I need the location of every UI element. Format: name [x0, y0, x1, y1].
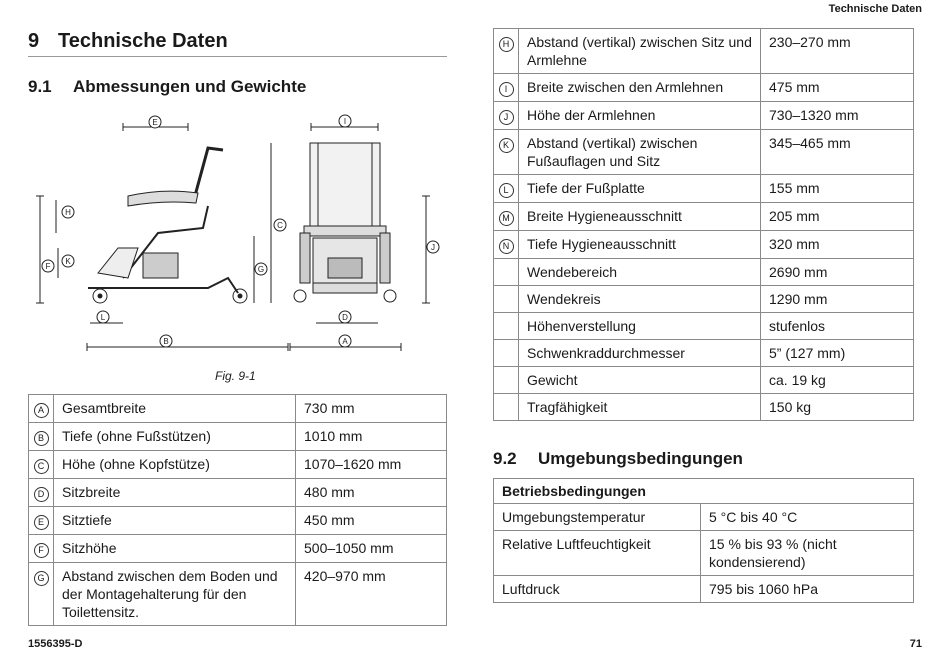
table-row: [29, 535, 447, 563]
dimension-value: 1070–1620 mm: [296, 451, 447, 479]
table-row: [494, 74, 914, 102]
chapter-heading: [28, 30, 447, 57]
table-row: [494, 576, 914, 603]
dimension-label: Tiefe Hygieneausschnitt: [519, 231, 761, 259]
dimension-value: 730–1320 mm: [761, 102, 914, 130]
dimension-value: 5” (127 mm): [761, 340, 914, 367]
section-heading-dimensions: [28, 77, 306, 97]
table-row: [494, 175, 914, 203]
callout-C: [274, 219, 286, 231]
section-number: 9.1: [28, 77, 52, 96]
svg-text:K: K: [65, 257, 71, 266]
table-row: [494, 531, 914, 576]
dimension-letter-badge: K: [499, 138, 514, 153]
table-row: [494, 203, 914, 231]
row-letter-cell: [494, 29, 519, 74]
callout-B: [160, 335, 172, 347]
dimension-label: Breite Hygieneausschnitt: [519, 203, 761, 231]
condition-value: 5 °C bis 40 °C: [701, 504, 914, 531]
callout-G: [255, 263, 267, 275]
row-letter-cell: [494, 231, 519, 259]
dimension-value: 2690 mm: [761, 259, 914, 286]
dimension-letter-badge: D: [34, 487, 49, 502]
dimension-letter-badge: H: [499, 37, 514, 52]
dimension-value: 1010 mm: [296, 423, 447, 451]
row-letter-cell: [29, 479, 54, 507]
section-number: 9.2: [493, 449, 517, 468]
dimension-value: 230–270 mm: [761, 29, 914, 74]
condition-value: 795 bis 1060 hPa: [701, 576, 914, 603]
row-letter-cell: [494, 175, 519, 203]
dimension-label: Gewicht: [519, 367, 761, 394]
dimension-value: 155 mm: [761, 175, 914, 203]
dimension-value: 320 mm: [761, 231, 914, 259]
dimension-value: 420–970 mm: [296, 563, 447, 626]
callout-F: [42, 260, 54, 272]
dimensions-table-left: [28, 394, 447, 626]
dimension-letter-badge: L: [499, 183, 514, 198]
dimension-letter-badge: B: [34, 431, 49, 446]
dimension-value: 205 mm: [761, 203, 914, 231]
dimension-value: 450 mm: [296, 507, 447, 535]
condition-label: Umgebungstemperatur: [494, 504, 701, 531]
table-row: [29, 507, 447, 535]
svg-text:C: C: [277, 221, 283, 230]
dimension-label: Schwenkraddurchmesser: [519, 340, 761, 367]
table-row: [29, 423, 447, 451]
row-letter-cell: [494, 313, 519, 340]
condition-label: Relative Luftfeuchtigkeit: [494, 531, 701, 576]
dimension-value: 345–465 mm: [761, 130, 914, 175]
dimension-value: 730 mm: [296, 395, 447, 423]
callout-D: [339, 311, 351, 323]
row-letter-cell: [494, 102, 519, 130]
dimension-letter-badge: J: [499, 110, 514, 125]
dimension-label: Breite zwischen den Armlehnen: [519, 74, 761, 102]
row-letter-cell: [29, 451, 54, 479]
dimension-label: Abstand (vertikal) zwischen Fußauflagen und Sitz: [519, 130, 761, 175]
row-letter-cell: [494, 74, 519, 102]
table-row: [29, 563, 447, 626]
dimension-label: Gesamtbreite: [54, 395, 296, 423]
table-row: [494, 130, 914, 175]
dimension-value: 1290 mm: [761, 286, 914, 313]
document-number: 1556395-D: [28, 638, 83, 650]
dimension-letter-badge: C: [34, 459, 49, 474]
callout-L: [97, 311, 109, 323]
svg-text:B: B: [163, 337, 169, 346]
row-letter-cell: [494, 259, 519, 286]
callout-E: [149, 116, 161, 128]
dimension-letter-badge: A: [34, 403, 49, 418]
row-letter-cell: [494, 367, 519, 394]
svg-text:L: L: [100, 313, 106, 322]
dimension-label: Höhe der Armlehnen: [519, 102, 761, 130]
table-row: [494, 394, 914, 421]
svg-text:G: G: [257, 265, 265, 274]
svg-text:I: I: [343, 117, 347, 126]
page-number: 71: [909, 638, 922, 650]
dimension-letter-badge: E: [34, 515, 49, 530]
dimension-value: 500–1050 mm: [296, 535, 447, 563]
dimension-label: Abstand (vertikal) zwischen Sitz und Armlehne: [519, 29, 761, 74]
table-row: [494, 102, 914, 130]
running-header: Technische Daten: [828, 3, 922, 15]
svg-text:E: E: [152, 118, 158, 127]
dimension-label: Höhenverstellung: [519, 313, 761, 340]
dimension-value: stufenlos: [761, 313, 914, 340]
svg-text:H: H: [65, 208, 71, 217]
row-letter-cell: [29, 423, 54, 451]
chapter-number: 9: [28, 30, 40, 52]
dimension-letter-badge: I: [499, 82, 514, 97]
dimension-label: Sitzhöhe: [54, 535, 296, 563]
svg-text:J: J: [431, 243, 435, 252]
figure-caption: Fig. 9-1: [215, 369, 256, 383]
table-row: [29, 479, 447, 507]
dimension-drawing: [28, 108, 447, 363]
svg-text:F: F: [45, 262, 51, 271]
dimension-value: 480 mm: [296, 479, 447, 507]
dimension-letter-badge: G: [34, 571, 49, 586]
environment-table: [493, 478, 914, 603]
condition-value: 15 % bis 93 % (nicht kondensierend): [701, 531, 914, 576]
section-title: Umgebungsbedingungen: [538, 449, 743, 468]
dimension-label: Sitztiefe: [54, 507, 296, 535]
table-row: [29, 451, 447, 479]
row-letter-cell: [494, 203, 519, 231]
table-row: [494, 504, 914, 531]
dimension-label: Abstand zwischen dem Boden und der Montagehalterung für den Toilettensitz.: [54, 563, 296, 626]
dimension-label: Wendebereich: [519, 259, 761, 286]
dimension-label: Sitzbreite: [54, 479, 296, 507]
row-letter-cell: [494, 394, 519, 421]
table-row: [494, 231, 914, 259]
dimension-label: Tiefe (ohne Fußstützen): [54, 423, 296, 451]
callout-J: [427, 241, 439, 253]
svg-text:D: D: [342, 313, 348, 322]
dimension-letter-badge: N: [499, 239, 514, 254]
condition-label: Luftdruck: [494, 576, 701, 603]
row-letter-cell: [494, 340, 519, 367]
dimension-label: Wendekreis: [519, 286, 761, 313]
row-letter-cell: [494, 130, 519, 175]
section-title: Abmessungen und Gewichte: [73, 77, 307, 96]
callout-A: [339, 335, 351, 347]
dimension-label: Höhe (ohne Kopfstütze): [54, 451, 296, 479]
table-row: [494, 259, 914, 286]
dimension-label: Tragfähigkeit: [519, 394, 761, 421]
table-row: [494, 313, 914, 340]
chapter-title: Technische Daten: [58, 30, 228, 52]
row-letter-cell: [29, 535, 54, 563]
table-row: [494, 340, 914, 367]
row-letter-cell: [29, 395, 54, 423]
section-heading-environment: [493, 449, 743, 469]
dimension-letter-badge: M: [499, 211, 514, 226]
table-row: [29, 395, 447, 423]
table-row: [494, 286, 914, 313]
dimensions-table-right: [493, 28, 914, 421]
table-row: [494, 29, 914, 74]
table-row: [494, 367, 914, 394]
svg-text:A: A: [342, 337, 348, 346]
row-letter-cell: [29, 563, 54, 626]
environment-table-header: Betriebsbedingungen: [494, 479, 914, 504]
dimension-value: ca. 19 kg: [761, 367, 914, 394]
dimension-value: 150 kg: [761, 394, 914, 421]
dimension-value: 475 mm: [761, 74, 914, 102]
dimension-letter-badge: F: [34, 543, 49, 558]
dimension-label: Tiefe der Fußplatte: [519, 175, 761, 203]
callout-H: [62, 206, 74, 218]
row-letter-cell: [29, 507, 54, 535]
row-letter-cell: [494, 286, 519, 313]
callout-K: [62, 255, 74, 267]
callout-I: [339, 115, 351, 127]
